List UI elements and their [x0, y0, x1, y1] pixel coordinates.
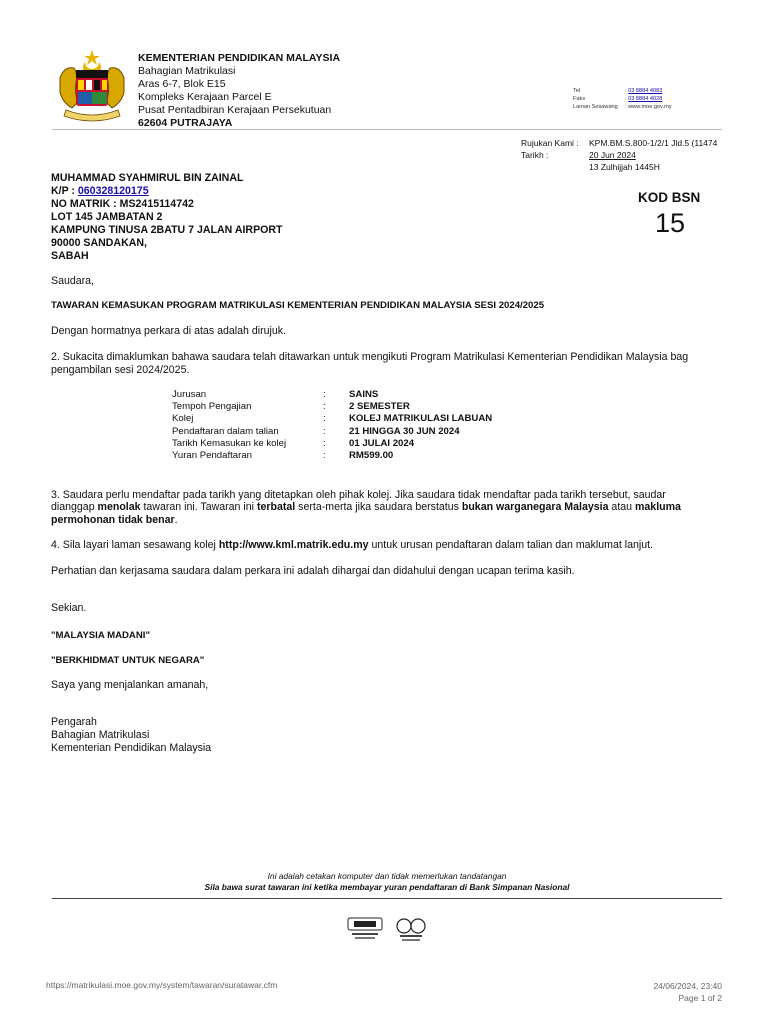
print-meta — [653, 980, 722, 1004]
malaysia-coat-of-arms-icon — [52, 48, 132, 122]
address-line: Kompleks Kerajaan Parcel E — [138, 91, 272, 103]
tel-label: Tel — [573, 88, 581, 94]
footer-note — [52, 871, 722, 893]
detail-row — [172, 413, 492, 425]
salutation: Saudara, — [51, 275, 94, 287]
detail-separator: : — [323, 425, 326, 437]
detail-label: Kolej — [172, 413, 194, 425]
paragraph-5: Perhatian dan kerjasama saudara dalam perkara ini adalah dihargai dan didahului dengan ucapan terima kasih. — [51, 565, 575, 577]
address-line: Aras 6-7, Blok E15 — [138, 78, 226, 90]
detail-row — [172, 401, 492, 413]
college-website-link[interactable]: http://www.kml.matrik.edu.my — [218, 539, 369, 551]
motto: "BERKHIDMAT UNTUK NEGARA" — [51, 655, 205, 666]
recipient-block — [51, 172, 283, 263]
paragraph-4: 4. Sila layari laman sesawang kolej http://www.kml.matrik.edu.my untuk urusan pendaftaran dalam talian dan maklumat lanjut. — [51, 539, 653, 551]
kp-link[interactable]: 060328120175 — [77, 185, 149, 197]
signatory-title: Pengarah — [51, 716, 97, 728]
certification-logo-icon — [346, 916, 384, 944]
detail-value: 01 JULAI 2024 — [349, 437, 415, 449]
detail-row — [172, 438, 492, 450]
paragraph-3-line: 3. Saudara perlu mendaftar pada tarikh yang ditetapkan oleh pihak kolej. Jika saudara tidak mendaftar pada tarikh tersebut, saudar — [51, 489, 666, 501]
signatory-ministry: Kementerian Pendidikan Malaysia — [51, 742, 212, 754]
fax-link[interactable]: 03 8884 4028 — [628, 96, 663, 102]
ministry-name: KEMENTERIAN PENDIDIKAN MALAYSIA — [138, 52, 341, 64]
recipient-address-line: SABAH — [51, 250, 89, 262]
header-divider — [52, 129, 722, 130]
detail-row — [172, 426, 492, 438]
certification-logo-icon — [392, 916, 430, 944]
reference-block — [521, 137, 768, 173]
trust-phrase: Saya yang menjalankan amanah, — [51, 679, 209, 691]
footer-note-line: Ini adalah cetakan komputer dan tidak memerlukan tandatangan — [267, 871, 507, 881]
fax-label: Faks — [573, 96, 586, 102]
paragraph-3-line: dianggap menolak tawaran ini. Tawaran ini terbatal serta-merta jika saudara berstatus bukan warganegara Malaysia atau makluma — [51, 501, 681, 513]
letter-subject: TAWARAN KEMASUKAN PROGRAM MATRIKULASI KEMENTERIAN PENDIDIKAN MALAYSIA SESI 2024/2025 — [51, 300, 545, 311]
hijri-date: 13 Zulhijjah 1445H — [589, 162, 660, 172]
kp-label: K/P : — [51, 185, 78, 197]
detail-label: Jurusan — [172, 389, 207, 401]
emphasis-text: bukan warganegara Malaysia — [461, 501, 609, 513]
detail-label: Pendaftaran dalam talian — [172, 425, 279, 437]
matric-number: NO MATRIK : MS2415114742 — [51, 198, 194, 210]
emphasis-text: menolak — [97, 501, 141, 513]
date-label: Tarikh : — [521, 150, 549, 160]
detail-label: Yuran Pendaftaran — [172, 450, 253, 462]
detail-value: 21 HINGGA 30 JUN 2024 — [349, 425, 460, 437]
detail-row — [172, 450, 492, 462]
footer-divider — [52, 898, 722, 899]
detail-value: SAINS — [349, 389, 379, 401]
closing: Sekian. — [51, 602, 87, 614]
kod-bsn-label: KOD BSN — [638, 190, 701, 205]
ref-label: Rujukan Kami : — [521, 138, 579, 148]
page-number: Page 1 of 2 — [678, 993, 722, 1003]
signatory-division: Bahagian Matrikulasi — [51, 729, 150, 741]
recipient-address-line: 90000 SANDAKAN, — [51, 237, 147, 249]
offer-details-table — [172, 389, 492, 462]
address-postcode: 62604 PUTRAJAYA — [138, 117, 233, 129]
kod-bsn-value: 15 — [655, 208, 686, 238]
detail-label: Tarikh Kemasukan ke kolej — [172, 437, 287, 449]
emphasis-text: terbatal — [256, 501, 296, 513]
date-value: 20 Jun 2024 — [589, 150, 636, 160]
detail-separator: : — [323, 389, 326, 401]
ref-value: KPM.BM.S.800-1/2/1 Jld.5 (11474 — [589, 138, 718, 148]
detail-value: RM599.00 — [349, 450, 394, 462]
recipient-name: MUHAMMAD SYAHMIRUL BIN ZAINAL — [51, 172, 244, 184]
paragraph-1: Dengan hormatnya perkara di atas adalah dirujuk. — [51, 325, 286, 337]
detail-separator: : — [323, 413, 326, 425]
tel-link[interactable]: 03 8884 4083 — [628, 88, 663, 94]
print-datetime: 24/06/2024, 23:40 — [653, 981, 722, 991]
emphasis-text: makluma — [635, 501, 681, 513]
paragraph-2-line: 2. Sukacita dimaklumkan bahawa saudara telah ditawarkan untuk mengikuti Program Matrikulasi Kementerian Pendidikan Malaysia bag — [51, 351, 689, 363]
division-name: Bahagian Matrikulasi — [138, 65, 236, 77]
detail-row — [172, 389, 492, 401]
detail-separator: : — [323, 401, 326, 413]
motto: "MALAYSIA MADANI" — [51, 630, 150, 641]
print-url: https://matrikulasi.moe.gov.my/system/tawaran/suratawar.cfm — [46, 980, 278, 990]
footer-note-line: Sila bawa surat tawaran ini ketika membayar yuran pendaftaran di Bank Simpanan Nasional — [204, 882, 570, 892]
detail-label: Tempoh Pengajian — [172, 401, 252, 413]
emphasis-text: permohonan tidak benar — [51, 514, 175, 526]
paragraph-3-line: permohonan tidak benar. — [51, 514, 178, 526]
recipient-address-line: KAMPUNG TINUSA 2BATU 7 JALAN AIRPORT — [51, 224, 283, 236]
address-line: Pusat Pentadbiran Kerajaan Persekutuan — [138, 104, 332, 116]
ministry-address-block — [138, 52, 340, 130]
web-label: Laman Sesawang — [573, 104, 618, 110]
recipient-address-line: LOT 145 JAMBATAN 2 — [51, 211, 163, 223]
detail-separator: : — [323, 437, 326, 449]
web-value: www.moe.gov.my — [628, 104, 672, 110]
paragraph-2-line: pengambilan sesi 2024/2025. — [51, 364, 190, 376]
contact-block: Tel : 03 8884 4083 Faks : 03 8884 4028 Laman Sesawang : www.moe.gov.my — [573, 88, 672, 110]
detail-value: KOLEJ MATRIKULASI LABUAN — [349, 413, 493, 425]
detail-value: 2 SEMESTER — [349, 401, 410, 413]
detail-separator: : — [323, 450, 326, 462]
